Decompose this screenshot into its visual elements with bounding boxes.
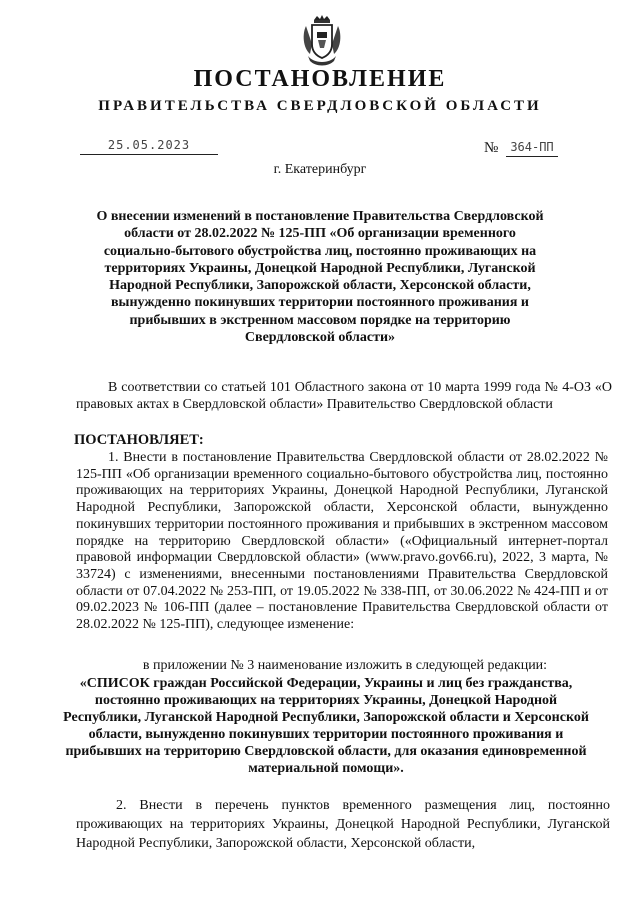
document-subject: О внесении изменений в постановление Правительства Свердловской области от 28.02.2022 № 125-ПП «Об организации временного социально-бытового обустройства лиц, постоянно проживающих на территориях Украины, Донецкой Народной Республики, Луганской Народной Республики, Запорожской области, Херсонской области, вынужденно покинувших территории постоянного проживания и прибывших в экстренном массовом порядке на территорию Свердловской области»	[96, 209, 544, 346]
appendix-line: в приложении № 3 наименование изложить в следующей редакции:	[142, 658, 548, 673]
document-title: ПОСТАНОВЛЕНИЕ	[193, 66, 447, 92]
coat-of-arms-icon	[300, 14, 344, 68]
item-2-paragraph: 2. Внести в перечень пунктов временного размещения лиц, постоянно проживающих на территориях Украины, Донецкой Народной Республики, Луганской Народной Республики, Запорожской области, Херсонской области,	[76, 798, 610, 851]
item-1-paragraph: 1. Внести в постановление Правительства Свердловской области от 28.02.2022 № 125-ПП «Об организации временного социально-бытового обустройства лиц, постоянно проживающих на территориях Украины, Донецкой Народной Республики, Луганской Народной Республики, Запорожской области, Херсонской области, вынужденно покинувших территории постоянного проживания и прибывших в экстренном массовом порядке на территорию Свердловской области» («Официальный интернет-портал правовой информации Свердловской области» (www.pravo.gov66.ru), 2022, 3 марта, № 33724) с изменениями, внесенными постановлениями Правительства Свердловской области от 07.04.2022 № 253-ПП, от 19.05.2022 № 338-ПП, от 30.06.2022 № 424-ПП и от 09.02.2023 № 106-ПП (далее – постановление Правительства Свердловской области от 28.02.2022 № 125-ПП), следующее изменение:	[76, 450, 608, 633]
document-issuer: ПРАВИТЕЛЬСТВА СВЕРДЛОВСКОЙ ОБЛАСТИ	[98, 98, 542, 114]
document-date: 25.05.2023	[80, 138, 218, 155]
preamble-paragraph: В соответствии со статьей 101 Областного закона от 10 марта 1999 года № 4-ОЗ «О правовых актах в Свердловской области» Правительство Свердловской области	[76, 380, 612, 412]
decree-word: ПОСТАНОВЛЯЕТ:	[74, 432, 204, 448]
list-title: «СПИСОК граждан Российской Федерации, Украины и лиц без гражданства, постоянно проживающих на территориях Украины, Донецкой Народной Республики, Луганской Народной Республики, Запорожской области и Херсонской области, вынужденно покинувших территории постоянного проживания и прибывших на территорию Свердловской области, для оказания единовременной материальной помощи».	[63, 676, 589, 776]
document-number: 364-ПП	[506, 140, 558, 157]
city: г. Екатеринбург	[273, 162, 367, 177]
number-sign: №	[484, 140, 499, 156]
